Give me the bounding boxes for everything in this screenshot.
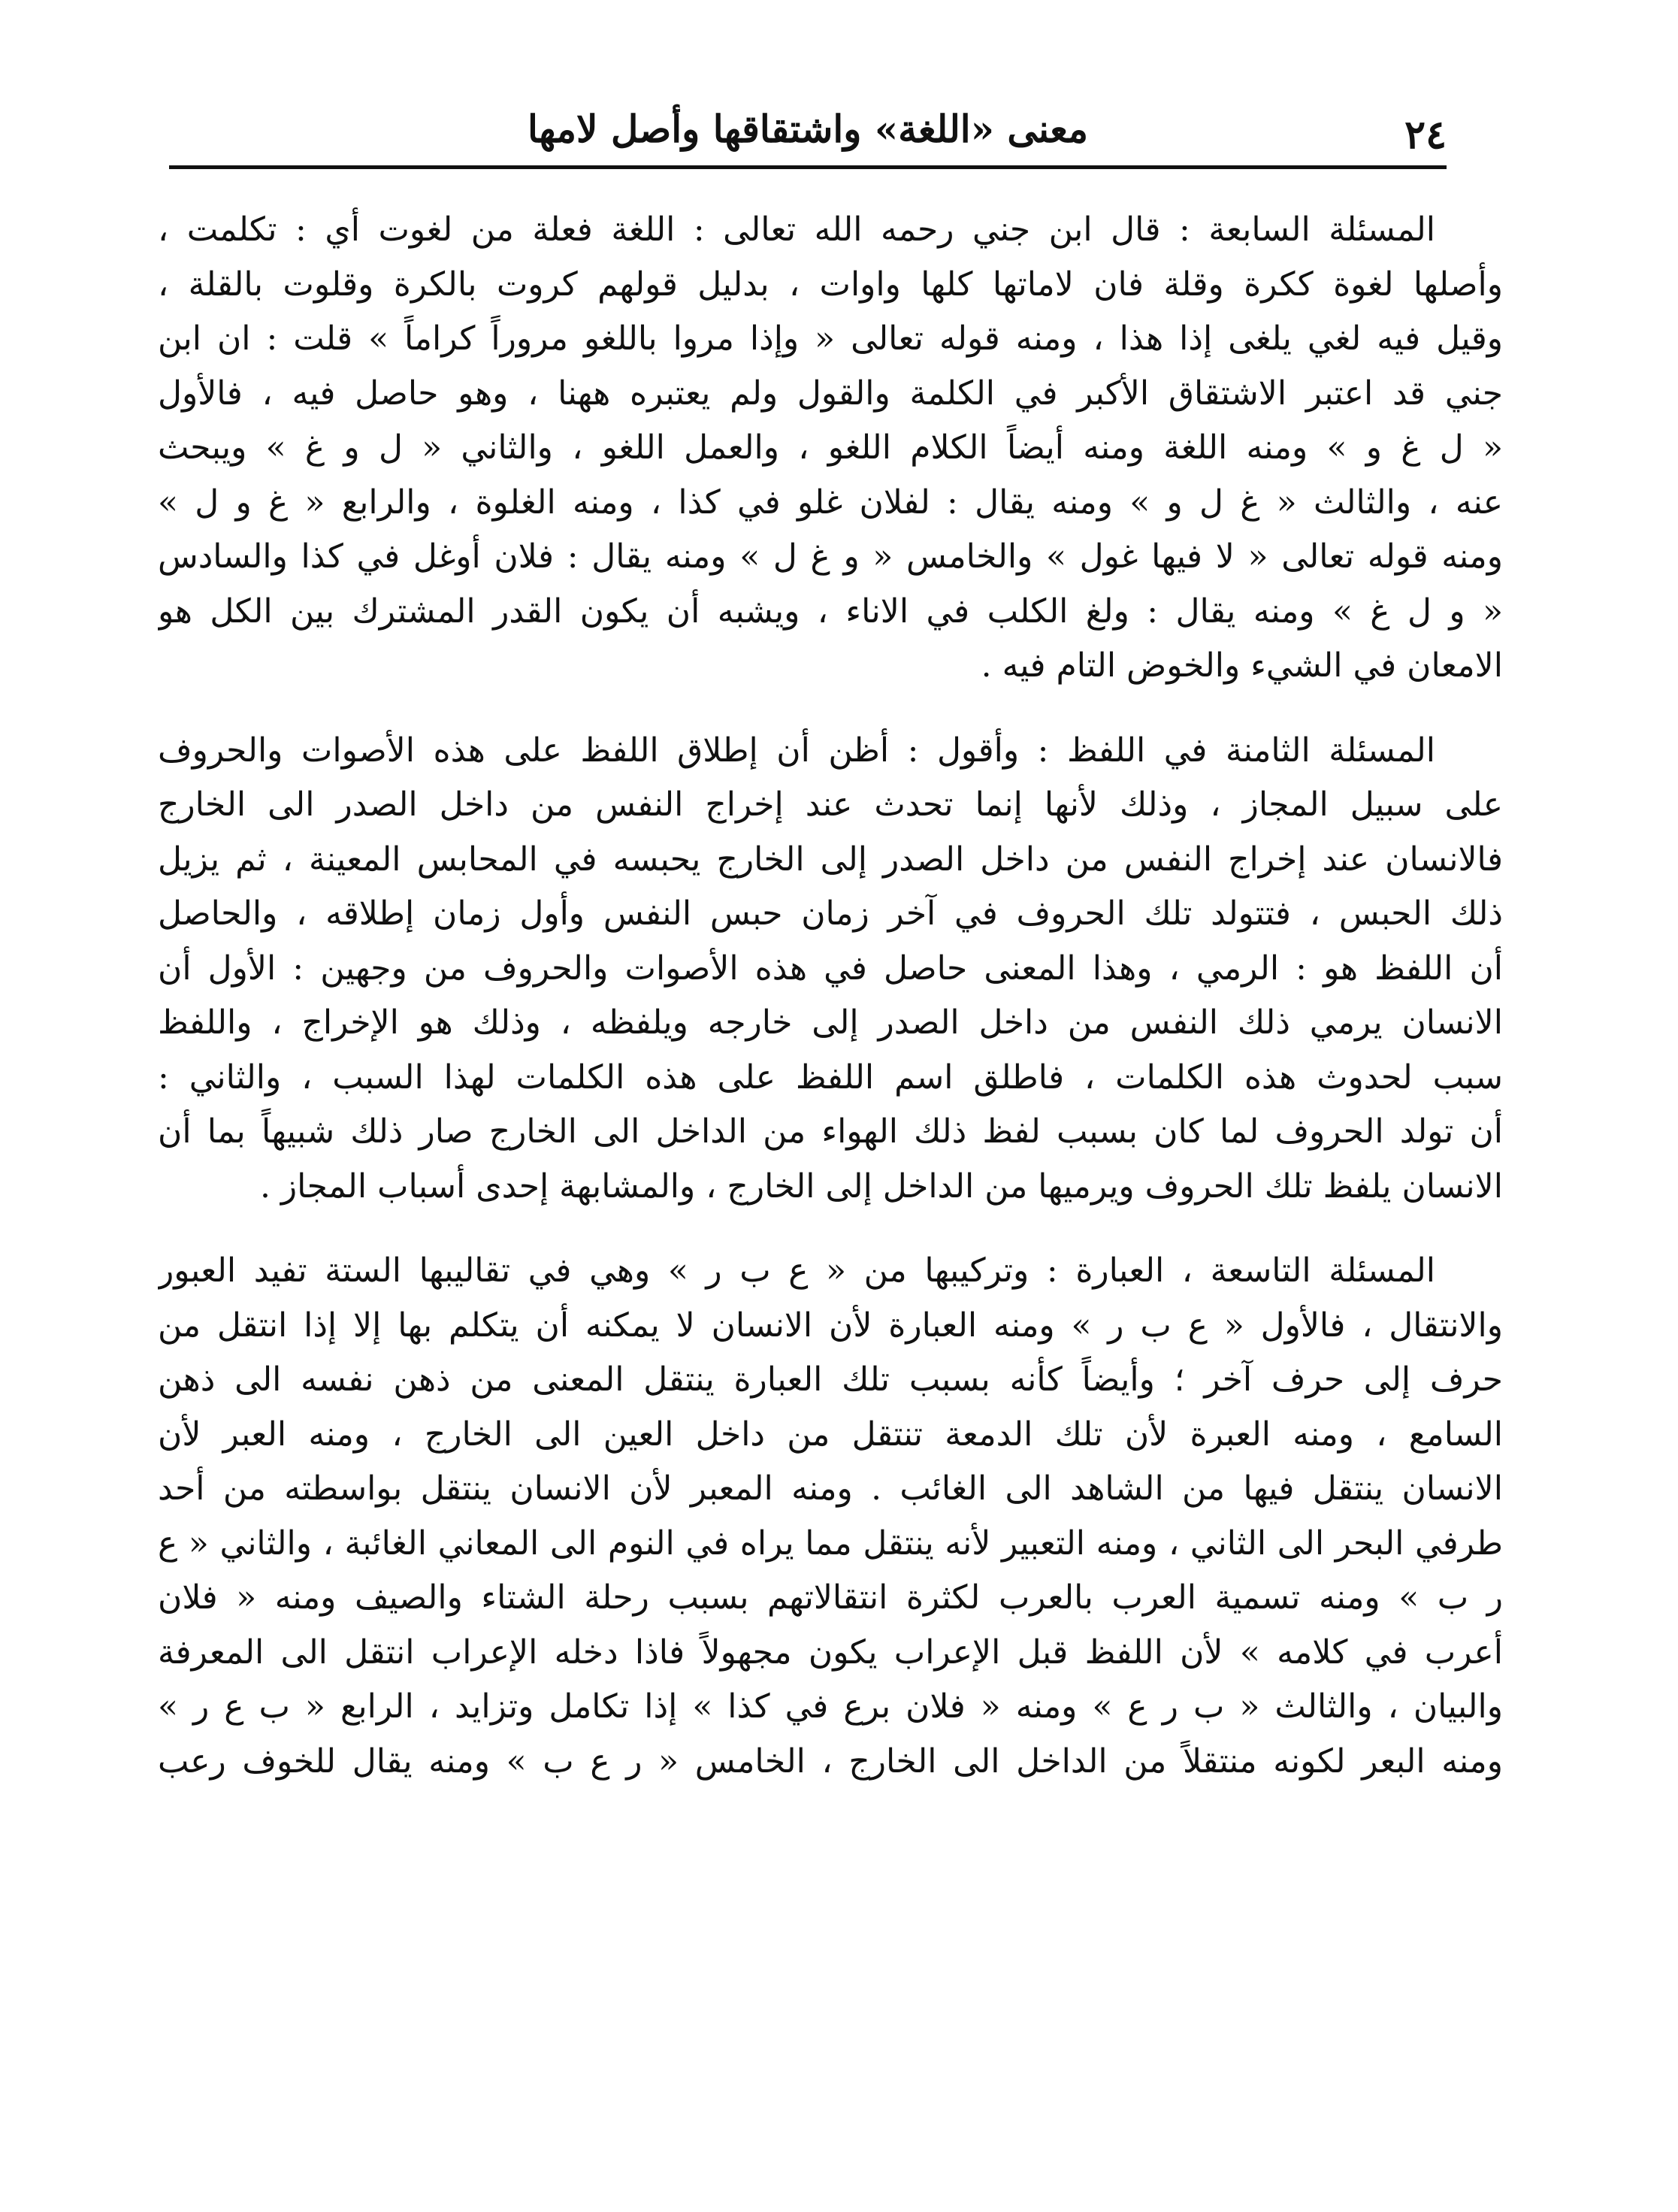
- text-line: المسئلة السابعة : قال ابن جني رحمه الله تعالى : اللغة فعلة من لغوت أي : تكلمت ،: [158, 210, 1435, 249]
- text-line: سبب لحدوث هذه الكلمات ، فاطلق اسم اللفظ على هذه الكلمات لهذا السبب ، والثاني :: [158, 1058, 1503, 1097]
- text-line: أعرب في كلامه » لأن اللفظ قبل الإعراب يكون مجهولاً فاذا دخله الإعراب انتقل الى المعرفة: [158, 1633, 1503, 1672]
- text-line: على سبيل المجاز ، وذلك لأنها إنما تحدث عند إخراج النفس من داخل الصدر الى الخارج: [158, 785, 1503, 824]
- text-line: الانسان يرمي ذلك النفس من داخل الصدر إلى خارجه ويلفظه ، وذلك هو الإخراج ، واللفظ: [158, 1003, 1503, 1042]
- text-line: الانسان ينتقل فيها من الشاهد الى الغائب . ومنه المعبر لأن الانسان ينتقل بواسطته من أحد: [158, 1469, 1503, 1508]
- paragraph-ninth-issue: [158, 1244, 1503, 1789]
- text-line: ومنه قوله تعالى « لا فيها غول » والخامس « و غ ل » ومنه يقال : فلان أوغل في كذا والسادس: [158, 537, 1503, 576]
- text-line: ر ب » ومنه تسمية العرب بالعرب لكثرة انتقالاتهم بسبب رحلة الشتاء والصيف ومنه « فلان: [158, 1578, 1503, 1617]
- text-line: طرفي البحر الى الثاني ، ومنه التعبير لأنه ينتقل مما يراه في النوم الى المعاني الغائبة ، والثاني « ع: [158, 1524, 1503, 1563]
- text-line: الانسان يلفظ تلك الحروف ويرميها من الداخل إلى الخارج ، والمشابهة إحدى أسباب المجاز .: [259, 1167, 1503, 1206]
- running-title: معنى «اللغة» واشتقاقها وأصل لامها: [527, 107, 1089, 151]
- text-line: وقيل فيه لغي يلغى إذا هذا ، ومنه قوله تعالى « وإذا مروا باللغو مروراً كراماً » قلت : ان ابن: [158, 319, 1503, 358]
- text-line: ذلك الحبس ، فتتولد تلك الحروف في آخر زمان حبس النفس وأول زمان إطلاقه ، والحاصل: [158, 894, 1503, 933]
- text-line: « و ل غ » ومنه يقال : ولغ الكلب في الاناء ، ويشبه أن يكون القدر المشترك بين الكل هو: [158, 592, 1503, 631]
- paragraph-eighth-issue: [158, 724, 1503, 1215]
- text-line: فالانسان عند إخراج النفس من داخل الصدر إلى الخارج يحبسه في المحابس المعينة ، ثم يزيل: [158, 840, 1503, 879]
- text-line: المسئلة الثامنة في اللفظ : وأقول : أظن أن إطلاق اللفظ على هذه الأصوات والحروف: [158, 731, 1435, 770]
- text-line: والانتقال ، فالأول « ع ب ر » ومنه العبارة لأن الانسان لا يمكنه أن يتكلم بها إلا إذا انتقل من: [158, 1306, 1503, 1345]
- text-line: السامع ، ومنه العبرة لأن تلك الدمعة تنتقل من داخل العين الى الخارج ، ومنه العبر لأن: [158, 1415, 1503, 1454]
- text-line: ومنه البعر لكونه منتقلاً من الداخل الى الخارج ، الخامس « ر ع ب » ومنه يقال للخوف رعب: [158, 1741, 1503, 1781]
- text-line: جني قد اعتبر الاشتقاق الأكبر في الكلمة والقول ولم يعتبره ههنا ، وهو حاصل فيه ، فالأول: [158, 374, 1503, 413]
- text-line: الامعان في الشيء والخوض التام فيه .: [981, 646, 1503, 685]
- text-line: المسئلة التاسعة ، العبارة : وتركيبها من « ع ب ر » وهي في تقاليبها الستة تفيد العبور: [158, 1251, 1435, 1290]
- text-line: عنه ، والثالث « غ ل و » ومنه يقال : لفلان غلو في كذا ، ومنه الغلوة ، والرابع « غ و ل »: [158, 483, 1503, 522]
- text-line: والبيان ، والثالث « ب ر ع » ومنه « فلان برع في كذا » إذا تكامل وتزايد ، الرابع « ب ع ر »: [158, 1687, 1503, 1726]
- text-line: أن تولد الحروف لما كان بسبب لفظ ذلك الهواء من الداخل الى الخارج صار ذلك شبيهاً بما أن: [158, 1112, 1503, 1151]
- page-header: [169, 90, 1447, 173]
- page-number: ٢٤: [1404, 112, 1447, 158]
- paragraph-seventh-issue: [158, 203, 1503, 694]
- text-line: أن اللفظ هو : الرمي ، وهذا المعنى حاصل في هذه الأصوات والحروف من وجهين : الأول أن: [158, 949, 1503, 988]
- text-line: حرف إلى حرف آخر ؛ وأيضاً كأنه بسبب تلك العبارة ينتقل المعنى من ذهن نفسه الى ذهن: [158, 1360, 1503, 1399]
- text-line: « ل غ و » ومنه اللغة ومنه أيضاً الكلام اللغو ، والعمل اللغو ، والثاني « ل و غ » ويبحث: [158, 428, 1503, 467]
- body-text: [158, 203, 1503, 1819]
- text-line: وأصلها لغوة ككرة وقلة فان لاماتها كلها واوات ، بدليل قولهم كروت بالكرة وقلوت بالقلة ،: [158, 265, 1503, 304]
- header-rule: [169, 165, 1447, 169]
